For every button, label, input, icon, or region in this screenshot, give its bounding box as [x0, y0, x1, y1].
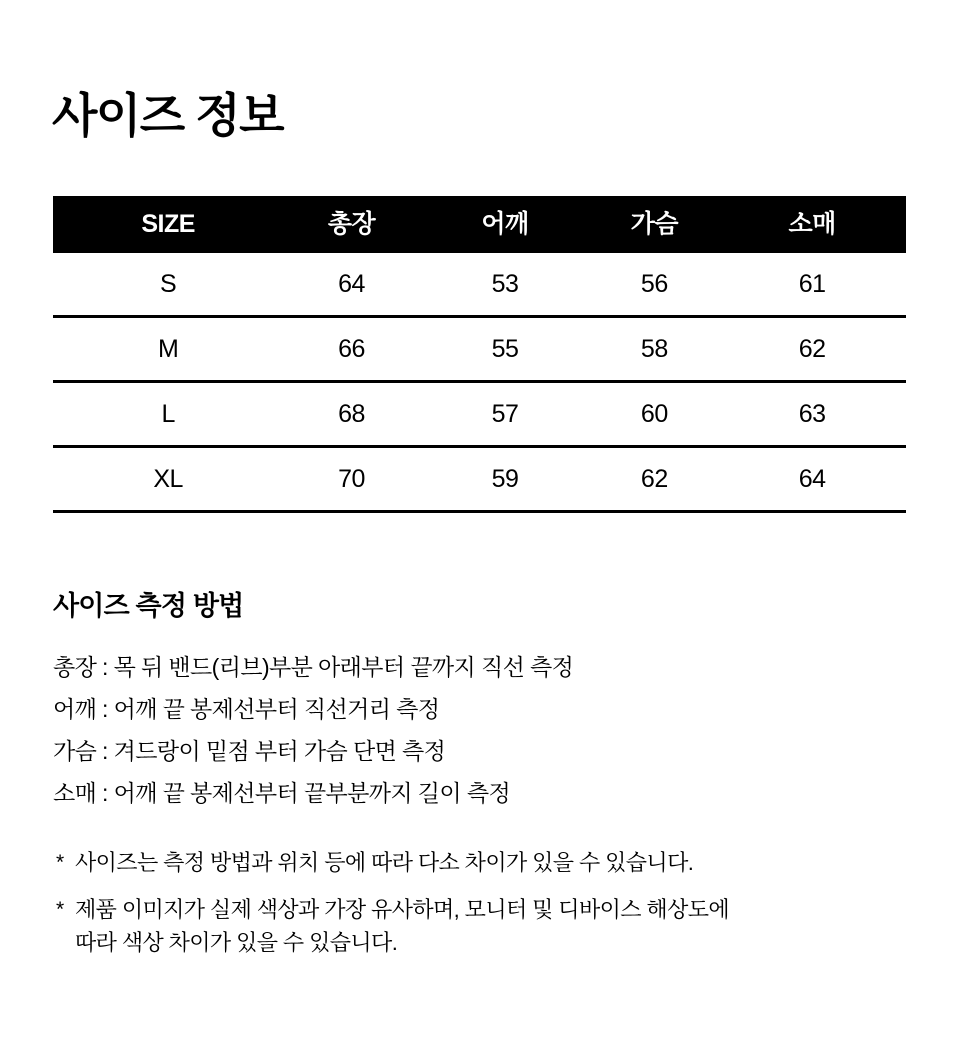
header-cell-shoulder: 어깨	[481, 210, 529, 238]
table-row-l	[53, 383, 906, 448]
cell-value: 63	[798, 399, 826, 428]
cell-value: 61	[798, 269, 826, 298]
size-table-header-row	[53, 196, 906, 253]
table-row-xl	[53, 448, 906, 513]
cell-value: 53	[491, 269, 519, 298]
asterisk-marker: *	[56, 898, 64, 921]
cell-size-label: M	[157, 334, 179, 363]
measurement-item-sleeve: 소매 : 어깨 끝 봉제선부터 끝부분까지 길이 측정	[53, 780, 511, 806]
measurement-item-chest: 가슴 : 겨드랑이 밑점 부터 가슴 단면 측정	[53, 738, 446, 764]
note-text: 제품 이미지가 실제 색상과 가장 유사하며, 모니터 및 디바이스 해상도에 따라 색상 차이가 있을 수 있습니다.	[75, 897, 730, 955]
cell-size-label: S	[160, 269, 177, 298]
cell-value: 59	[491, 464, 519, 493]
header-cell-chest: 가슴	[630, 210, 678, 238]
cell-value: 64	[798, 464, 826, 493]
measurement-item-length: 총장 : 목 뒤 밴드(리브)부분 아래부터 끝까지 직선 측정	[53, 654, 574, 680]
cell-value: 57	[491, 399, 519, 428]
cell-value: 58	[640, 334, 668, 363]
note-text: 사이즈는 측정 방법과 위치 등에 따라 다소 차이가 있을 수 있습니다.	[75, 850, 694, 875]
measurement-item-shoulder: 어깨 : 어깨 끝 봉제선부터 직선거리 측정	[53, 696, 440, 722]
header-cell-size: SIZE	[141, 210, 195, 238]
table-row-m	[53, 318, 906, 383]
header-cell-length: 총장	[327, 210, 376, 238]
cell-value: 62	[640, 464, 668, 493]
cell-value: 56	[640, 269, 668, 298]
measurement-method-heading: 사이즈 측정 방법	[53, 591, 244, 621]
cell-value: 66	[338, 334, 365, 363]
cell-value: 60	[640, 399, 668, 428]
cell-size-label: XL	[153, 464, 183, 493]
note-item	[56, 846, 735, 879]
cell-value: 55	[491, 334, 519, 363]
disclaimer-notes	[56, 846, 735, 959]
table-row-s	[53, 253, 906, 318]
cell-value: 64	[338, 269, 365, 298]
size-table	[53, 196, 906, 513]
page-title: 사이즈 정보	[52, 89, 284, 142]
measurement-method-list	[53, 646, 573, 814]
cell-size-label: L	[161, 399, 175, 428]
cell-value: 68	[338, 399, 365, 428]
header-cell-sleeve: 소매	[788, 210, 836, 238]
cell-value: 70	[338, 464, 365, 493]
note-item	[56, 893, 735, 959]
cell-value: 62	[798, 334, 826, 363]
asterisk-marker: *	[56, 851, 64, 874]
